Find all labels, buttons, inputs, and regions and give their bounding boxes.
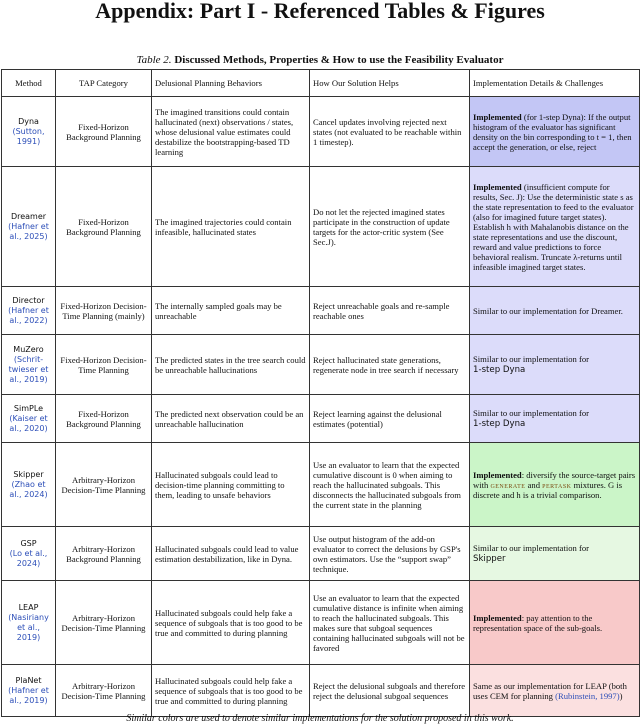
impl-cell bbox=[470, 335, 640, 395]
impl-cell bbox=[470, 287, 640, 335]
method-citation[interactable]: (Nasiriany et al., 2019) bbox=[8, 612, 49, 642]
behaviors-cell: The imagined transitions could contain hallucinated (next) observations / states, whose delusional value estimates could destabilize the bootstrapping-based TD learning bbox=[152, 97, 310, 167]
helps-cell: Reject learning against the delusional estimates (potential) bbox=[310, 395, 470, 443]
impl-text: Similar to our implementation for Dreamer. bbox=[473, 305, 623, 316]
helps-cell: Reject hallucinated state generations, regenerate node in tree search if necessary bbox=[310, 335, 470, 395]
page-title: Appendix: Part I - Referenced Tables & Figures bbox=[95, 0, 545, 23]
tap-cell: Fixed-Horizon Background Planning bbox=[56, 395, 152, 443]
helps-cell: Cancel updates involving rejected next states (not evaluated to be reachable within 1 timestep). bbox=[310, 97, 470, 167]
behaviors-cell: Hallucinated subgoals could help fake a sequence of subgoals that is too good to be true and committed to during planning bbox=[152, 665, 310, 717]
table-row bbox=[2, 443, 640, 527]
impl-cell bbox=[470, 527, 640, 581]
impl-cell bbox=[470, 167, 640, 287]
impl-citation[interactable]: (Rubinstein, 1997) bbox=[555, 690, 620, 701]
impl-text-end: ) bbox=[619, 690, 623, 701]
impl-text: Same as our implementation for LEAP (both uses CEM for planning bbox=[473, 680, 627, 701]
tap-cell: Fixed-Horizon Decision-Time Planning (mainly) bbox=[56, 287, 152, 335]
impl-text: Similar to our implementation for bbox=[473, 408, 589, 418]
method-name: Director bbox=[12, 295, 45, 305]
table-row bbox=[2, 527, 640, 581]
table-row bbox=[2, 395, 640, 443]
method-name: GSP bbox=[20, 538, 37, 548]
method-cell bbox=[2, 167, 56, 287]
method-name: LEAP bbox=[18, 602, 39, 612]
method-citation[interactable]: (Sutton, 1991) bbox=[12, 126, 45, 146]
table-header-row bbox=[2, 70, 640, 97]
impl-cell bbox=[470, 581, 640, 665]
method-cell bbox=[2, 665, 56, 717]
impl-text: (insufficient compute for results, Sec. J): Use the deterministic state s as the state representation to feed to the evaluator (also for imagined future target states). Establish h with Mahalanobis distance on the state representations and use the discount, reward and value predictions to force behavioral realism. Truncate λ-returns until infeasible imagined target states. bbox=[473, 181, 634, 272]
tap-cell: Fixed-Horizon Background Planning bbox=[56, 167, 152, 287]
impl-cell bbox=[470, 97, 640, 167]
table-row bbox=[2, 665, 640, 717]
tap-cell: Arbitrary-Horizon Decision-Time Planning bbox=[56, 443, 152, 527]
header-helps: How Our Solution Helps bbox=[310, 70, 470, 97]
method-name: Dreamer bbox=[10, 211, 47, 221]
tap-cell: Arbitrary-Horizon Background Planning bbox=[56, 527, 152, 581]
table-row bbox=[2, 581, 640, 665]
method-name: Dyna bbox=[18, 116, 39, 126]
behaviors-cell: Hallucinated subgoals could help fake a sequence of subgoals that is too good to be true and committed to during planning bbox=[152, 581, 310, 665]
header-impl: Implementation Details & Challenges bbox=[470, 70, 640, 97]
behaviors-cell: The predicted next observation could be an unreachable hallucination bbox=[152, 395, 310, 443]
helps-cell: Use an evaluator to learn that the expected cumulative discount is 0 when aiming to reach the hallucinated subgoals. This disconnects the hallucinated subgoals from the current state in the planning bbox=[310, 443, 470, 527]
method-cell bbox=[2, 335, 56, 395]
impl-text: Similar to our implementation for bbox=[473, 354, 589, 364]
method-citation[interactable]: (Hafner et al., 2025) bbox=[8, 221, 49, 241]
method-cell bbox=[2, 581, 56, 665]
impl-sans: 1-step Dyna bbox=[473, 365, 526, 375]
header-method: Method bbox=[2, 70, 56, 97]
impl-text-c: mixtures. G is discrete and h is a trivial comparison. bbox=[473, 479, 623, 500]
method-name: MuZero bbox=[13, 344, 44, 354]
method-name: SimPLe bbox=[13, 403, 44, 413]
method-cell bbox=[2, 395, 56, 443]
behaviors-cell: Hallucinated subgoals could lead to value estimation destabilization, like in Dyna. bbox=[152, 527, 310, 581]
method-name: Skipper bbox=[13, 469, 44, 479]
method-name: PlaNet bbox=[15, 675, 42, 685]
table-caption bbox=[0, 54, 640, 67]
impl-text-a: : diversify the source-target pairs with bbox=[473, 469, 636, 490]
table-row bbox=[2, 97, 640, 167]
impl-bold: Implemented bbox=[473, 111, 522, 122]
impl-bold: Implemented bbox=[473, 469, 522, 480]
method-citation[interactable]: (Lo et al., 2024) bbox=[9, 548, 48, 568]
method-cell bbox=[2, 443, 56, 527]
methods-table bbox=[1, 69, 640, 717]
impl-cell bbox=[470, 395, 640, 443]
table-row bbox=[2, 167, 640, 287]
behaviors-cell: Hallucinated subgoals could lead to decision-time planning committing to them, leading to unsafe behaviors bbox=[152, 443, 310, 527]
table-footnote: Similar colors are used to denote similar implementations for the solution proposed in this work. bbox=[126, 713, 514, 724]
tap-cell: Arbitrary-Horizon Decision-Time Planning bbox=[56, 581, 152, 665]
helps-cell: Reject the delusional subgoals and therefore reject the delusional subgoal sequences bbox=[310, 665, 470, 717]
method-citation[interactable]: (Hafner et al., 2022) bbox=[8, 305, 49, 325]
impl-bold: Implemented bbox=[473, 181, 522, 192]
method-citation[interactable]: (Zhao et al., 2024) bbox=[9, 479, 48, 499]
caption-label: Table 2. bbox=[136, 54, 172, 66]
header-behaviors: Delusional Planning Behaviors bbox=[152, 70, 310, 97]
pertask-link[interactable]: pertask bbox=[542, 479, 572, 490]
impl-text: Similar to our implementation for bbox=[473, 543, 589, 553]
table-row bbox=[2, 287, 640, 335]
caption-text: Discussed Methods, Properties & How to use the Feasibility Evaluator bbox=[174, 54, 504, 66]
tap-cell: Arbitrary-Horizon Decision-Time Planning bbox=[56, 665, 152, 717]
method-citation[interactable]: (Kaiser et al., 2020) bbox=[9, 413, 48, 433]
tap-cell: Fixed-Horizon Background Planning bbox=[56, 97, 152, 167]
method-cell bbox=[2, 527, 56, 581]
behaviors-cell: The internally sampled goals may be unreachable bbox=[152, 287, 310, 335]
impl-text-b: and bbox=[525, 479, 543, 490]
generate-link[interactable]: generate bbox=[490, 479, 526, 490]
method-cell bbox=[2, 97, 56, 167]
header-tap: TAP Category bbox=[56, 70, 152, 97]
impl-sans: 1-step Dyna bbox=[473, 419, 526, 429]
impl-cell bbox=[470, 443, 640, 527]
impl-text: : pay attention to the representation space of the sub-goals. bbox=[473, 612, 603, 633]
table-row bbox=[2, 335, 640, 395]
behaviors-cell: The imagined trajectories could contain infeasible, hallucinated states bbox=[152, 167, 310, 287]
impl-sans: Skipper bbox=[473, 554, 506, 564]
helps-cell: Do not let the rejected imagined states participate in the construction of update targets for the actor-critic system (See Sec.J). bbox=[310, 167, 470, 287]
impl-cell bbox=[470, 665, 640, 717]
behaviors-cell: The predicted states in the tree search could be unreachable hallucinations bbox=[152, 335, 310, 395]
method-citation[interactable]: (Schrit-twieser et al., 2019) bbox=[8, 354, 49, 384]
helps-cell: Use output histogram of the add-on evaluator to correct the delusions by GSP's own estimators. Use the “support swap” technique. bbox=[310, 527, 470, 581]
tap-cell: Fixed-Horizon Decision-Time Planning bbox=[56, 335, 152, 395]
method-citation[interactable]: (Hafner et al., 2019) bbox=[8, 685, 49, 705]
helps-cell: Reject unreachable goals and re-sample reachable ones bbox=[310, 287, 470, 335]
method-cell bbox=[2, 287, 56, 335]
impl-bold: Implemented bbox=[473, 612, 522, 623]
helps-cell: Use an evaluator to learn that the expected cumulative distance is infinite when aiming to reach the hallucinated subgoals. This makes sure that subgoal sequences containing hallucinated subgoals will not be favored bbox=[310, 581, 470, 665]
impl-text: (for 1-step Dyna): If the output histogram of the evaluator has significant density on the bin corresponding to t = 1, then accept the generation, or else, reject bbox=[473, 111, 632, 152]
